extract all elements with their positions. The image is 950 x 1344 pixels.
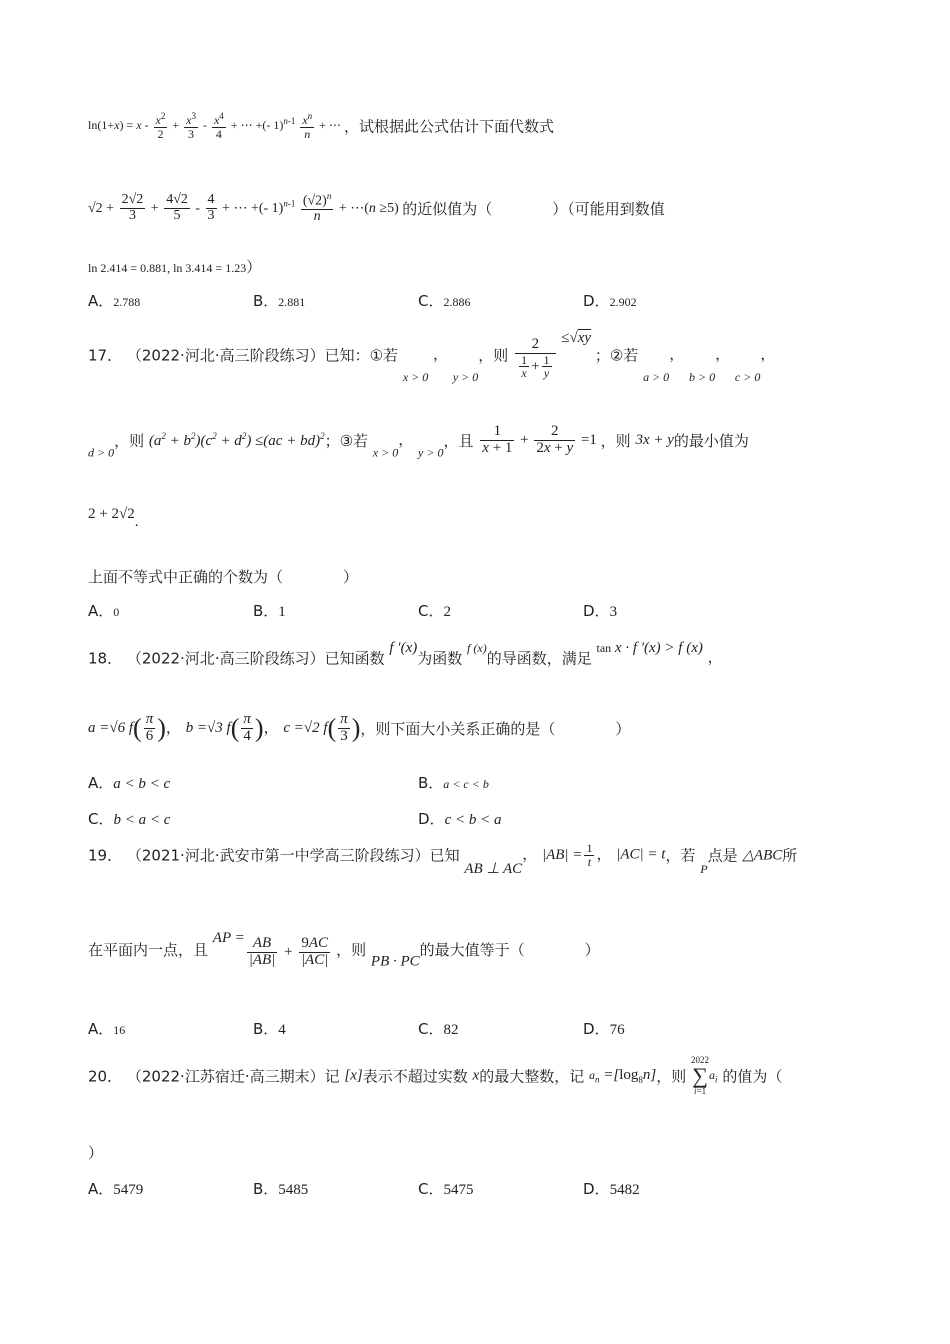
option-value: 2.886 (443, 295, 471, 309)
q18-text: 的导函数，满足 (486, 649, 592, 668)
q17-cond-y3: y > 0 (418, 445, 444, 460)
option-value: 2.788 (113, 295, 141, 309)
q17-text: 的最小值为 (673, 431, 749, 450)
option-value: 5485 (278, 1182, 309, 1198)
q16-option-d[interactable] (583, 290, 637, 311)
option-letter: C． (418, 1180, 444, 1198)
q16-line2-tail: 的近似值为（ ）（可能用到数值 (402, 200, 665, 219)
q17-text: ；②若 (594, 346, 639, 365)
option-value: c < b < a (444, 812, 502, 828)
q19-option-c[interactable] (418, 1018, 458, 1039)
q18-option-a[interactable] (88, 772, 170, 793)
q19-option-d[interactable] (583, 1018, 625, 1039)
q17-text: ，则 (114, 431, 145, 450)
q19-text: 的最大值等于（ ） (419, 940, 600, 959)
q17-answer-expr: 2 + 2√2 (88, 506, 135, 522)
option-value: 1 (278, 604, 286, 620)
q19-point-p: P (700, 862, 708, 877)
option-letter: B． (253, 602, 279, 620)
q20-option-a[interactable] (88, 1178, 143, 1199)
q18-c-def: c =√2 f (283, 719, 328, 736)
q16-option-c[interactable] (418, 290, 470, 311)
q17-cond-c: c > 0 (734, 370, 761, 385)
option-letter: A． (88, 1020, 114, 1038)
question-source: （2021·河北·武安市第一中学高三阶段练习） (126, 846, 430, 865)
q18-fprime: f ′(x) (389, 640, 418, 656)
q17-question-line (88, 566, 358, 587)
q20-ai: $a_i$ (709, 1067, 718, 1085)
option-letter: D． (583, 292, 610, 310)
q16-series-formula: ln(1+x) = x - $\frac{x^2}{2}$ + $\frac{x^3}{3}$ - $\frac{x^4}{4}$ + ⋯ +(- 1)$^{n-1}$ $\frac{x^n}{n}$ + ⋯ (88, 111, 344, 141)
question-number: 17． (88, 346, 123, 365)
option-letter: A． (88, 1180, 114, 1198)
q20-text: 表示不超过实数 (362, 1067, 468, 1086)
q19-text: 已知 (429, 846, 460, 865)
q17-objective: 3x + y (635, 431, 674, 448)
q20-an-def: $a_n =[\log_8n]$ (589, 1067, 657, 1085)
q17-option-c[interactable] (418, 600, 451, 621)
question-source: （2022·河北·高三阶段练习） (126, 346, 325, 365)
q19-line2 (88, 930, 600, 970)
option-letter: A． (88, 292, 114, 310)
q19-ac-norm: |AC| = t (616, 846, 666, 863)
q19-ap-def: AP = $\frac{AB}{|AB|}$ + $\frac{9AC}{|AC|}$ (212, 930, 329, 969)
question-number: 20． (88, 1067, 123, 1086)
q17-text: 已知：①若 (324, 346, 399, 365)
q17-cond-y: y > 0 (452, 370, 479, 385)
q18-condition: tan x · f ′(x) > f (x) (596, 640, 703, 656)
q20-option-d[interactable] (583, 1178, 640, 1199)
q16-line1-tail: ，试根据此公式估计下面代数式 (343, 117, 554, 136)
q20-close-paren: ） (88, 1144, 104, 1162)
q17-constraint: $\frac{1}{x + 1}$ + $\frac{2}{2x + y}$ =1 (482, 423, 601, 456)
option-letter: C． (418, 1020, 444, 1038)
option-value: 0 (113, 605, 120, 619)
q16-option-a[interactable] (88, 290, 140, 311)
q20-text: ，则 (656, 1067, 687, 1086)
question-number: 18． (88, 649, 123, 668)
option-letter: A． (88, 774, 114, 792)
q19-text: 所 (782, 846, 798, 865)
option-value: 76 (609, 1022, 625, 1038)
q16-expression: √2 + $\frac{2√2}{3}$ + $\frac{4√2}{5}$ - $\frac{4}{3}$ + ⋯ +(- 1)$^{n-1}$ $\frac{(√2)^n}{n}$ + ⋯(n ≥5) (88, 191, 403, 225)
q18-text: ，则下面大小关系正确的是（ ） (360, 719, 631, 738)
option-value: 16 (113, 1023, 126, 1037)
q17-line2: $_{d > 0}$，则 $(a^2 + b^2)(c^2 + d^2) \le(ac + bd)^2$；③若 $_{x > 0}$， $_{y > 0}$，且 $\frac{1}{x + 1}$ + $\frac{2}{2x + y}$ =1 ，则 3x + y的最小值为 (88, 423, 749, 460)
q18-fx: f (x) (467, 641, 487, 655)
q20-line2 (88, 1142, 103, 1163)
q17-line1: 17． （2022·河北·高三阶段练习）已知：①若 $_{x > 0}$ ， $_{y > 0}$，则 2 $\frac{1}{x}$ + $\frac{1}{y}$ ≤√xy ；②若 $_{a > 0}$， $_{b > 0}$， $_{c > 0}$， (88, 330, 776, 385)
q19-line1: 19． （2021·河北·武安市第一中学高三阶段练习）已知 AB ⊥ AC， |AB| = $\frac{1}{t}$ ， |AC| = t，若 $_P$点是 △ABC所 (88, 841, 798, 878)
option-value: 2.902 (609, 295, 637, 309)
q20-floor-x: [x] (344, 1067, 363, 1084)
q17-text: ，则 (478, 346, 509, 365)
question-number: 19． (88, 846, 123, 865)
q19-text: ，若 (665, 846, 696, 865)
option-letter: B． (253, 292, 279, 310)
option-letter: B． (253, 1020, 279, 1038)
q19-perp: AB ⊥ AC (464, 861, 523, 878)
option-value: 82 (443, 1022, 459, 1038)
option-letter: D． (583, 602, 610, 620)
option-value: 4 (278, 1022, 286, 1038)
q20-option-c[interactable] (418, 1178, 473, 1199)
q17-question: 上面不等式中正确的个数为（ ） (88, 568, 359, 586)
q19-triangle: △ABC (742, 847, 783, 864)
q16-log-values: ln 2.414 = 0.881, ln 3.414 = 1.23 (88, 261, 247, 275)
q20-text: 的值为（ (722, 1067, 783, 1086)
q20-var-x: x (472, 1067, 480, 1084)
q18-line1: 18． （2022·河北·高三阶段练习）已知函数 f ′(x)为函数 $^{f (x)}$的导函数，满足 tan x · f ′(x) > f (x) ， (88, 640, 723, 668)
q18-option-d[interactable] (418, 808, 501, 829)
q20-option-b[interactable] (253, 1178, 308, 1199)
option-letter: C． (418, 602, 444, 620)
q18-line2: a =√6 f( $\frac{\pi}{6}$ )， b =√3 f( $\frac{\pi}{4}$ )， c =√2 f( $\frac{\pi}{3}$ )，则下面大小关系正确的是（ ） (88, 711, 631, 744)
q20-text: 的最大整数，记 (479, 1067, 585, 1086)
option-value: 3 (609, 604, 618, 620)
q18-option-c[interactable] (88, 808, 170, 829)
q17-option-d[interactable] (583, 600, 617, 621)
option-letter: A． (88, 602, 114, 620)
q19-ab-norm: |AB| = $\frac{1}{t}$ (541, 841, 593, 869)
q19-option-b[interactable] (253, 1018, 286, 1039)
q18-text: 已知函数 (324, 649, 385, 668)
option-value: b < a < c (113, 812, 171, 828)
q20-line1 (88, 1056, 782, 1096)
option-value: 2 (443, 604, 451, 620)
q17-text: ，且 (443, 431, 474, 450)
q19-option-a[interactable] (88, 1018, 125, 1039)
option-letter: B． (418, 774, 444, 792)
q17-cond-x3: x > 0 (372, 445, 399, 460)
q17-ineq1: 2 $\frac{1}{x}$ + $\frac{1}{y}$ ≤√xy (513, 350, 595, 366)
q19-text: 点是 (707, 846, 738, 865)
option-letter: D． (418, 810, 445, 828)
option-letter: B． (253, 1180, 279, 1198)
q17-cond-b: b > 0 (688, 370, 716, 385)
question-source: （2022·河北·高三阶段练习） (126, 649, 325, 668)
q17-line3: 2 + 2√2. (88, 506, 139, 530)
q17-cond-d: d > 0 (88, 445, 115, 460)
option-value: 5479 (113, 1182, 144, 1198)
q17-option-a[interactable] (88, 600, 119, 621)
question-source: （2022·江苏宿迁·高三期末） (126, 1067, 325, 1086)
q17-text: ；③若 (324, 431, 369, 450)
q20-text: 记 (324, 1067, 340, 1086)
option-value: 5482 (609, 1182, 640, 1198)
option-value: a < c < b (443, 777, 489, 791)
q17-option-b[interactable] (253, 600, 286, 621)
option-value: 2.881 (278, 295, 306, 309)
q16-option-b[interactable] (253, 290, 305, 311)
q20-sum: 2022 ∑ i=1 (691, 1055, 710, 1096)
q18-a-def: a =√6 f (88, 719, 134, 736)
option-value: 5475 (443, 1182, 474, 1198)
q16-expression-line (88, 192, 665, 225)
option-value: a < b < c (113, 776, 171, 792)
q17-ineq2: $(a^2 + b^2)(c^2 + d^2) \le(ac + bd)^2$ (148, 430, 325, 449)
option-letter: C． (418, 292, 444, 310)
q16-close-paren: ） (246, 258, 262, 276)
q18-option-b[interactable] (418, 772, 489, 793)
option-letter: C． (88, 810, 114, 828)
q18-text: 为函数 (417, 649, 463, 668)
q17-text: ，则 (600, 431, 631, 450)
q19-text: 在平面内一点，且 (88, 940, 209, 959)
q16-formula-line (88, 112, 554, 140)
q19-dot-product: PB · PC (370, 953, 420, 970)
option-letter: D． (583, 1180, 610, 1198)
q18-b-def: b =√3 f (185, 719, 231, 736)
q17-cond-a: a > 0 (643, 370, 670, 385)
q16-logs-line (88, 256, 261, 277)
q19-text: ，则 (336, 940, 367, 959)
q17-cond-x: x > 0 (402, 370, 429, 385)
option-letter: D． (583, 1020, 610, 1038)
